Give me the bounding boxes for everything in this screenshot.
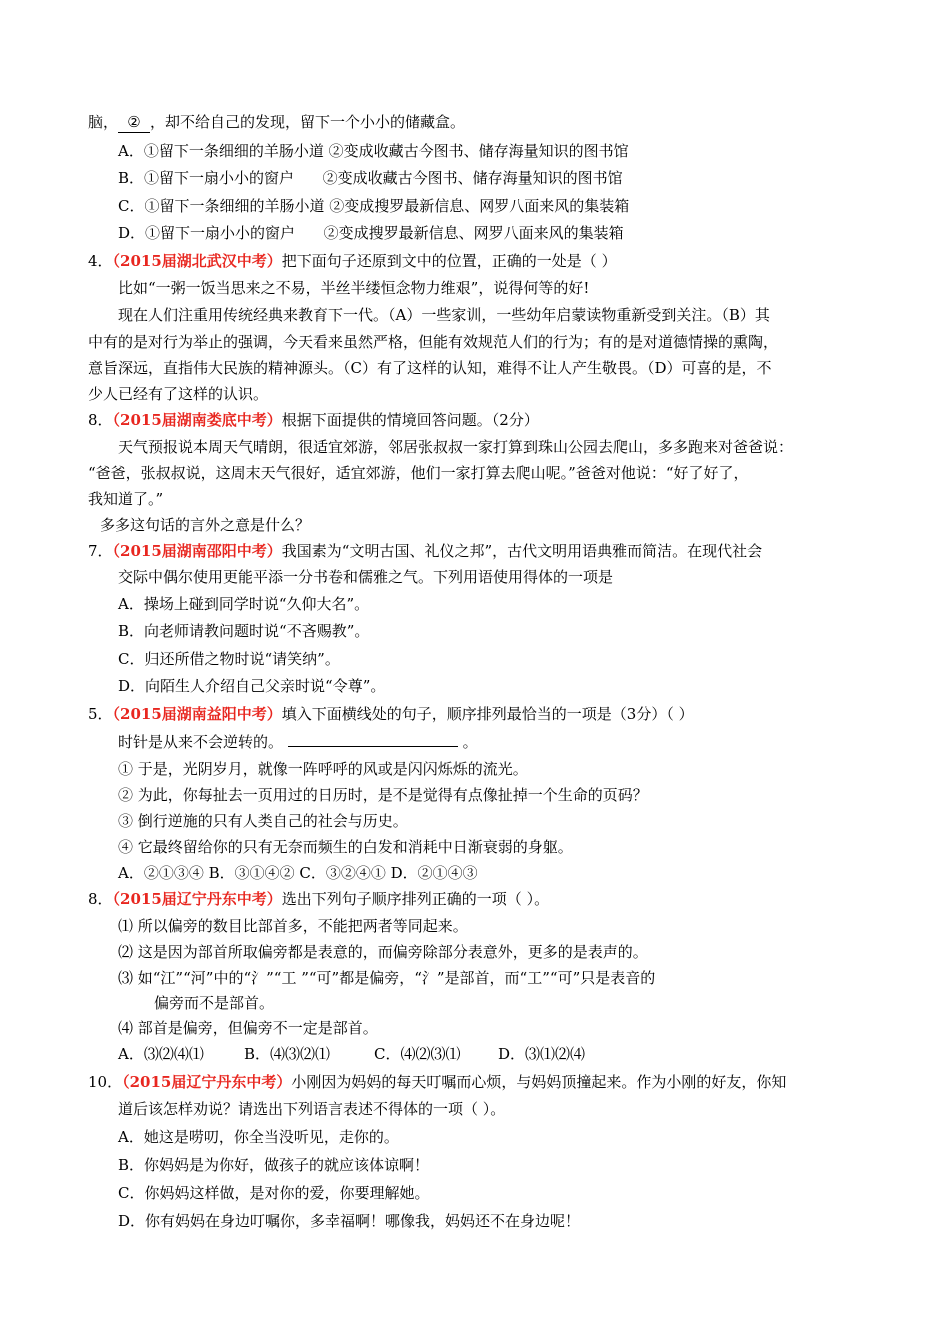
q5-stem: 填入下面横线处的句子，顺序排列最恰当的一项是（3分）（ ） — [281, 705, 694, 723]
q7-number: 7． — [88, 542, 113, 560]
q8b-answer-d: D．⑶⑴⑵⑷ — [498, 1045, 586, 1063]
blank-2: ② — [118, 112, 150, 133]
q8a-question: 多多这句话的言外之意是什么？ — [100, 516, 311, 534]
q7-stem-1: 我国素为“文明古国、礼仪之邦”，古代文明用语典雅而简洁。在现代社会 — [281, 542, 763, 560]
q7-option-a: A．操场上碰到同学时说“久仰大名”。 — [118, 595, 370, 613]
option-a: A．①留下一条细细的羊肠小道 ②变成收藏古今图书、储存海量知识的图书馆 — [118, 142, 629, 160]
q5-lead-line — [118, 732, 478, 752]
question-5 — [88, 704, 694, 724]
option-b: B．①留下一扇小小的窗户 ②变成收藏古今图书、储存海量知识的图书馆 — [118, 169, 623, 187]
q8b-answer-a: A．⑶⑵⑷⑴ — [118, 1045, 204, 1063]
q10-stem-1: 小刚因为妈妈的每天叮嘱而心烦，与妈妈顶撞起来。作为小刚的好友，你知 — [291, 1073, 787, 1091]
q4-passage-2: 中有的是对行为举止的强调，今天看来虽然严格，但能有效规范人们的行为；有的是对道德情操的熏陶， — [88, 333, 779, 351]
option-c: C．①留下一条细细的羊肠小道 ②变成搜罗最新信息、网罗八面来风的集装箱 — [118, 197, 630, 215]
q8b-item-3: ⑶ 如“江”“河”中的“氵”“工 ”“可”都是偏旁，“氵”是部首，而“工”“可”只是表音的 — [118, 969, 656, 987]
q8b-answer-c: C．⑷⑵⑶⑴ — [374, 1045, 461, 1063]
q5-item-2: ② 为此，你每扯去一页用过的日历时，是不是觉得有点像扯掉一个生命的页码？ — [118, 786, 648, 804]
q5-item-3: ③ 倒行逆施的只有人类自己的社会与历史。 — [118, 812, 408, 830]
q4-stem: 把下面句子还原到文中的位置，正确的一处是（ ） — [281, 252, 617, 270]
q4-passage-3: 意旨深远，直指伟大民族的精神源头。（C）有了这样的认知，难得不让人产生敬畏。（D）可喜的是，不 — [88, 359, 772, 377]
q8b-item-3-cont: 偏旁而不是部首。 — [154, 994, 275, 1012]
q7-option-c: C．归还所借之物时说“请笑纳”。 — [118, 650, 340, 668]
question-8b — [88, 889, 549, 909]
q8b-answers — [118, 1044, 585, 1064]
q8b-source: （2015届辽宁丹东中考） — [112, 890, 282, 908]
q8a-passage-2: “爸爸，张叔叔说，这周末天气很好，适宜郊游，他们一家打算去爬山呢。”爸爸对他说：“好了好了， — [88, 464, 749, 482]
q8a-passage-1: 天气预报说本周天气晴朗，很适宜郊游，邻居张叔叔一家打算到珠山公园去爬山，多多跑来对爸爸说： — [118, 438, 794, 456]
q10-option-d: D．你有妈妈在身边叮嘱你，多幸福啊！哪像我，妈妈还不在身边呢！ — [118, 1212, 581, 1230]
q10-source: （2015届辽宁丹东中考） — [122, 1073, 292, 1091]
q8a-number: 8． — [88, 411, 113, 429]
q5-lead: 时针是从来不会逆转的。 — [118, 733, 284, 751]
q7-stem-2: 交际中偶尔使用更能平添一分书卷和儒雅之气。下列用语使用得体的一项是 — [118, 568, 614, 586]
continuation-line — [88, 112, 465, 133]
q4-quote: 比如“一粥一饭当思来之不易，半丝半缕恒念物力维艰”，说得何等的好! — [118, 279, 590, 297]
q8b-item-1: ⑴ 所以偏旁的数目比部首多，不能把两者等同起来。 — [118, 917, 468, 935]
q10-number: 10． — [88, 1073, 123, 1091]
q4-source: （2015届湖北武汉中考） — [112, 252, 282, 270]
q7-source: （2015届湖南邵阳中考） — [112, 542, 282, 560]
q10-option-a: A．她这是唠叨，你全当没听见，走你的。 — [118, 1128, 399, 1146]
q8a-source: （2015届湖南娄底中考） — [112, 411, 282, 429]
question-4 — [88, 251, 617, 271]
q8b-number: 8． — [88, 890, 113, 908]
q10-option-b: B．你妈妈是为你好，做孩子的就应该体谅啊！ — [118, 1156, 430, 1174]
q5-item-1: ① 于是，光阴岁月，就像一阵呼呼的风或是闪闪烁烁的流光。 — [118, 760, 528, 778]
q8b-item-4: ⑷ 部首是偏旁，但偏旁不一定是部首。 — [118, 1019, 378, 1037]
q8a-stem: 根据下面提供的情境回答问题。（2分） — [281, 411, 539, 429]
q5-answer-blank — [288, 732, 458, 747]
q7-option-d: D．向陌生人介绍自己父亲时说“令尊”。 — [118, 677, 386, 695]
q5-source: （2015届湖南益阳中考） — [112, 705, 282, 723]
question-8a — [88, 410, 539, 430]
q8b-stem: 选出下列句子顺序排列正确的一项（ ）。 — [281, 890, 550, 908]
q10-option-c: C．你妈妈这样做，是对你的爱，你要理解她。 — [118, 1184, 430, 1202]
continuation-post: ，却不给自己的发现，留下一个小小的储藏盒。 — [150, 113, 466, 131]
q7-option-b: B．向老师请教问题时说“不吝赐教”。 — [118, 622, 370, 640]
q4-passage-4: 少人已经有了这样的认识。 — [88, 385, 269, 403]
q5-lead-end: 。 — [462, 733, 478, 751]
q5-number: 5． — [88, 705, 113, 723]
q10-stem-2: 道后该怎样劝说？请选出下列语言表述不得体的一项（ ）。 — [118, 1100, 506, 1118]
q8b-answer-b: B．⑷⑶⑵⑴ — [244, 1045, 331, 1063]
option-d: D．①留下一扇小小的窗户 ②变成搜罗最新信息、网罗八面来风的集装箱 — [118, 224, 624, 242]
q4-number: 4． — [88, 252, 113, 270]
q8b-item-2: ⑵ 这是因为部首所取偏旁都是表意的，而偏旁除部分表意外，更多的是表声的。 — [118, 943, 648, 961]
q5-item-4: ④ 它最终留给你的只有无奈而频生的白发和消耗中日渐衰弱的身躯。 — [118, 838, 573, 856]
question-10 — [88, 1072, 786, 1092]
q8a-passage-3: 我知道了。” — [88, 490, 164, 508]
question-7 — [88, 541, 762, 561]
q4-passage-1: 现在人们注重用传统经典来教育下一代。（A）一些家训，一些幼年启蒙读物重新受到关注。（B）其 — [118, 306, 770, 324]
continuation-pre: 脑， — [88, 113, 119, 131]
q5-answers: A．②①③④ B．③①④② C．③②④① D．②①④③ — [118, 864, 478, 882]
